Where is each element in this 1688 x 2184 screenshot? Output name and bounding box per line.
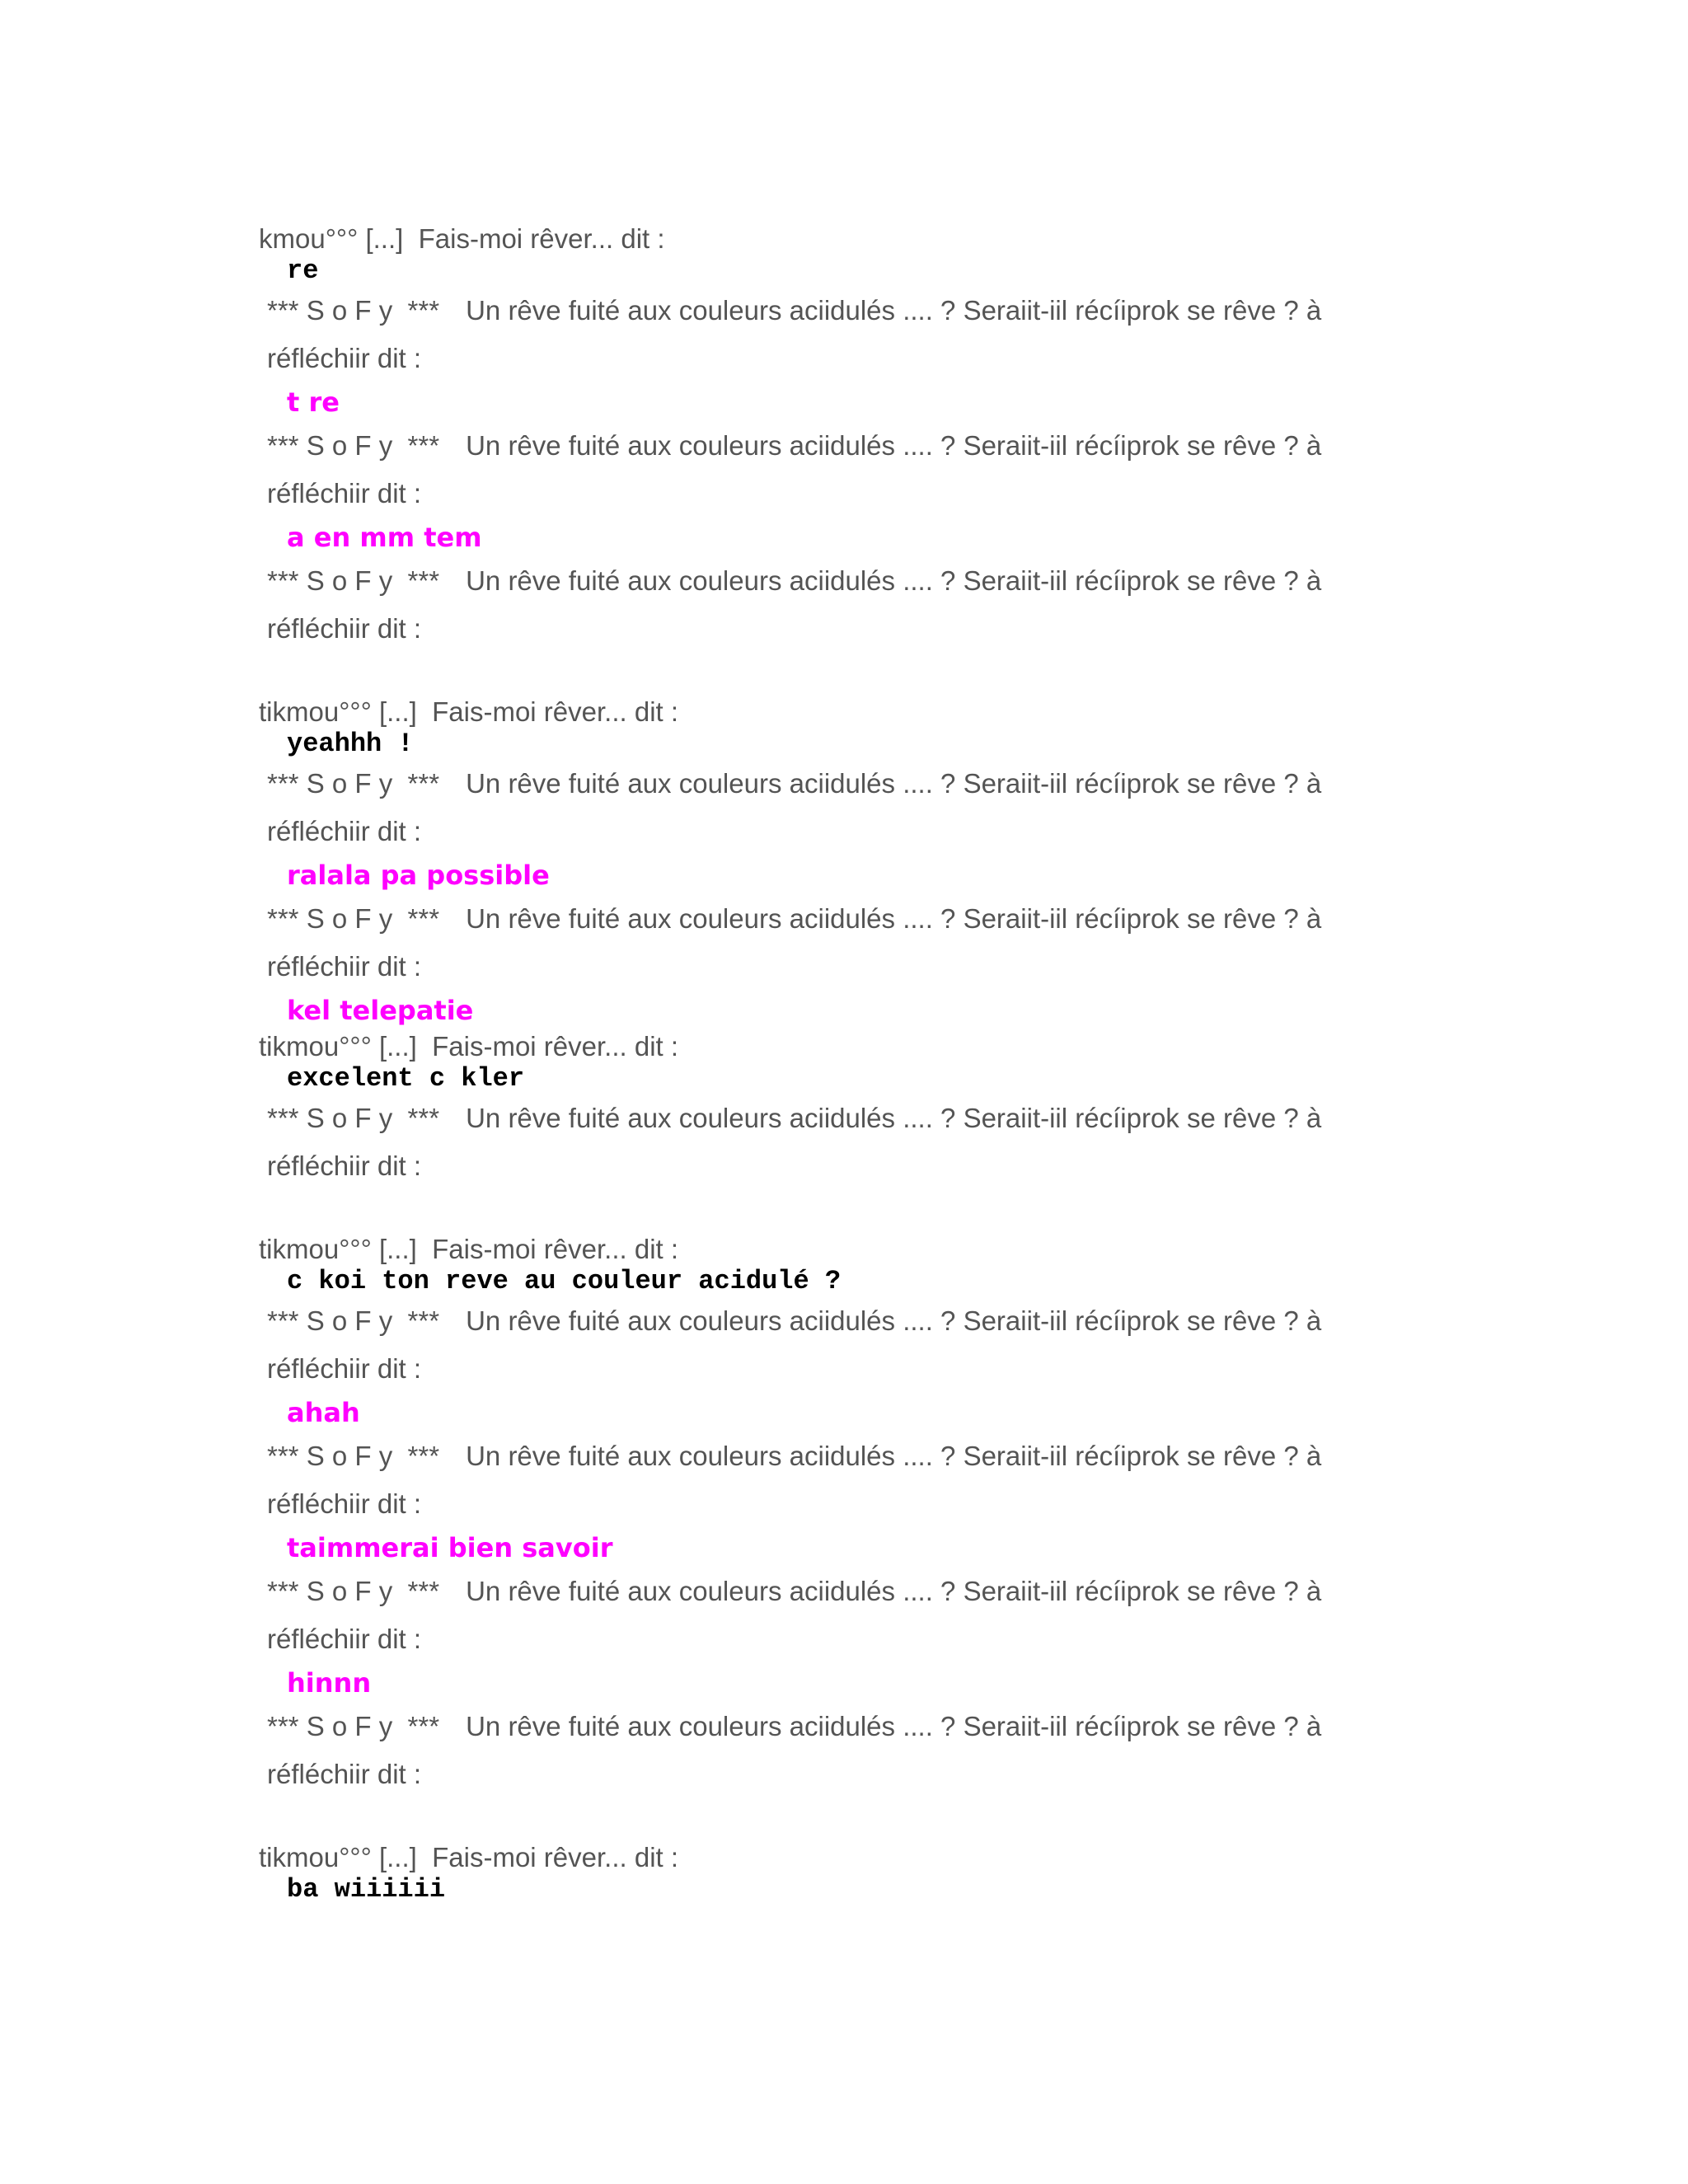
speaker-nick: *** S o F y *** [267,768,440,799]
speaker-status: Un rêve fuité aux couleurs aciidulés .... ? Seraiit-iil récíiprok se rêve ? à réfléchiir dit : [267,903,1322,982]
section-spacer [259,1798,1429,1841]
speaker-line-tikmou: tikmou°°° [...] Fais-moi rêver... dit : [259,1234,679,1264]
speaker-line-sofy [259,760,1429,855]
speaker-nick: *** S o F y *** [267,565,440,596]
chat-transcript [259,223,1429,1905]
section-spacer [259,1190,1429,1233]
speaker-line-sofy [259,287,1429,382]
message-tikmou: c koi ton reve au couleur acidulé ? [287,1266,842,1296]
speaker-line-sofy [259,557,1429,653]
speaker-status: Un rêve fuité aux couleurs aciidulés .... ? Seraiit-iil récíiprok se rêve ? à réfléchiir dit : [267,768,1322,846]
speaker-line-sofy [259,1432,1429,1528]
speaker-nick: *** S o F y *** [267,1305,440,1336]
speaker-status: Un rêve fuité aux couleurs aciidulés .... ? Seraiit-iil récíiprok se rêve ? à réfléchiir dit : [267,295,1322,373]
speaker-status: Un rêve fuité aux couleurs aciidulés .... ? Seraiit-iil récíiprok se rêve ? à réfléchiir dit : [267,430,1322,509]
speaker-line-sofy [259,895,1429,991]
speaker-line-tikmou: tikmou°°° [...] Fais-moi rêver... dit : [259,696,679,727]
speaker-nick: *** S o F y *** [267,1576,440,1606]
message-tikmou: re [287,255,319,286]
message-sofy: a en mm tem [287,522,482,553]
message-sofy: ralala pa possible [287,860,550,891]
message-sofy: kel telepatie [287,995,474,1026]
speaker-line-tikmou: kmou°°° [...] Fais-moi rêver... dit : [259,223,665,254]
speaker-nick: *** S o F y *** [267,903,440,934]
speaker-nick: *** S o F y *** [267,1103,440,1133]
speaker-line-sofy [259,422,1429,518]
speaker-status: Un rêve fuité aux couleurs aciidulés .... ? Seraiit-iil récíiprok se rêve ? à réfléchiir dit : [267,1103,1322,1181]
message-sofy: taimmerai bien savoir [287,1532,613,1563]
message-sofy: t re [287,387,340,418]
speaker-status: Un rêve fuité aux couleurs aciidulés .... ? Seraiit-iil récíiprok se rêve ? à réfléchiir dit : [267,1576,1322,1654]
message-tikmou: yeahhh ! [287,729,414,759]
speaker-line-tikmou: tikmou°°° [...] Fais-moi rêver... dit : [259,1031,679,1062]
speaker-nick: *** S o F y *** [267,295,440,326]
speaker-status: Un rêve fuité aux couleurs aciidulés .... ? Seraiit-iil récíiprok se rêve ? à réfléchiir dit : [267,565,1322,644]
speaker-status: Un rêve fuité aux couleurs aciidulés .... ? Seraiit-iil récíiprok se rêve ? à réfléchiir dit : [267,1711,1322,1789]
speaker-nick: *** S o F y *** [267,430,440,461]
speaker-line-sofy [259,1703,1429,1798]
message-sofy: ahah [287,1397,360,1428]
speaker-line-sofy [259,1094,1429,1190]
speaker-line-tikmou: tikmou°°° [...] Fais-moi rêver... dit : [259,1842,679,1872]
speaker-nick: *** S o F y *** [267,1711,440,1741]
speaker-status: Un rêve fuité aux couleurs aciidulés .... ? Seraiit-iil récíiprok se rêve ? à réfléchiir dit : [267,1305,1322,1384]
speaker-line-sofy [259,1568,1429,1663]
speaker-nick: *** S o F y *** [267,1441,440,1471]
section-spacer [259,653,1429,696]
message-sofy: hinnn [287,1667,372,1699]
speaker-line-sofy [259,1297,1429,1393]
message-tikmou: ba wiiiiii [287,1874,446,1905]
speaker-status: Un rêve fuité aux couleurs aciidulés .... ? Seraiit-iil récíiprok se rêve ? à réfléchiir dit : [267,1441,1322,1519]
message-tikmou: excelent c kler [287,1063,525,1094]
